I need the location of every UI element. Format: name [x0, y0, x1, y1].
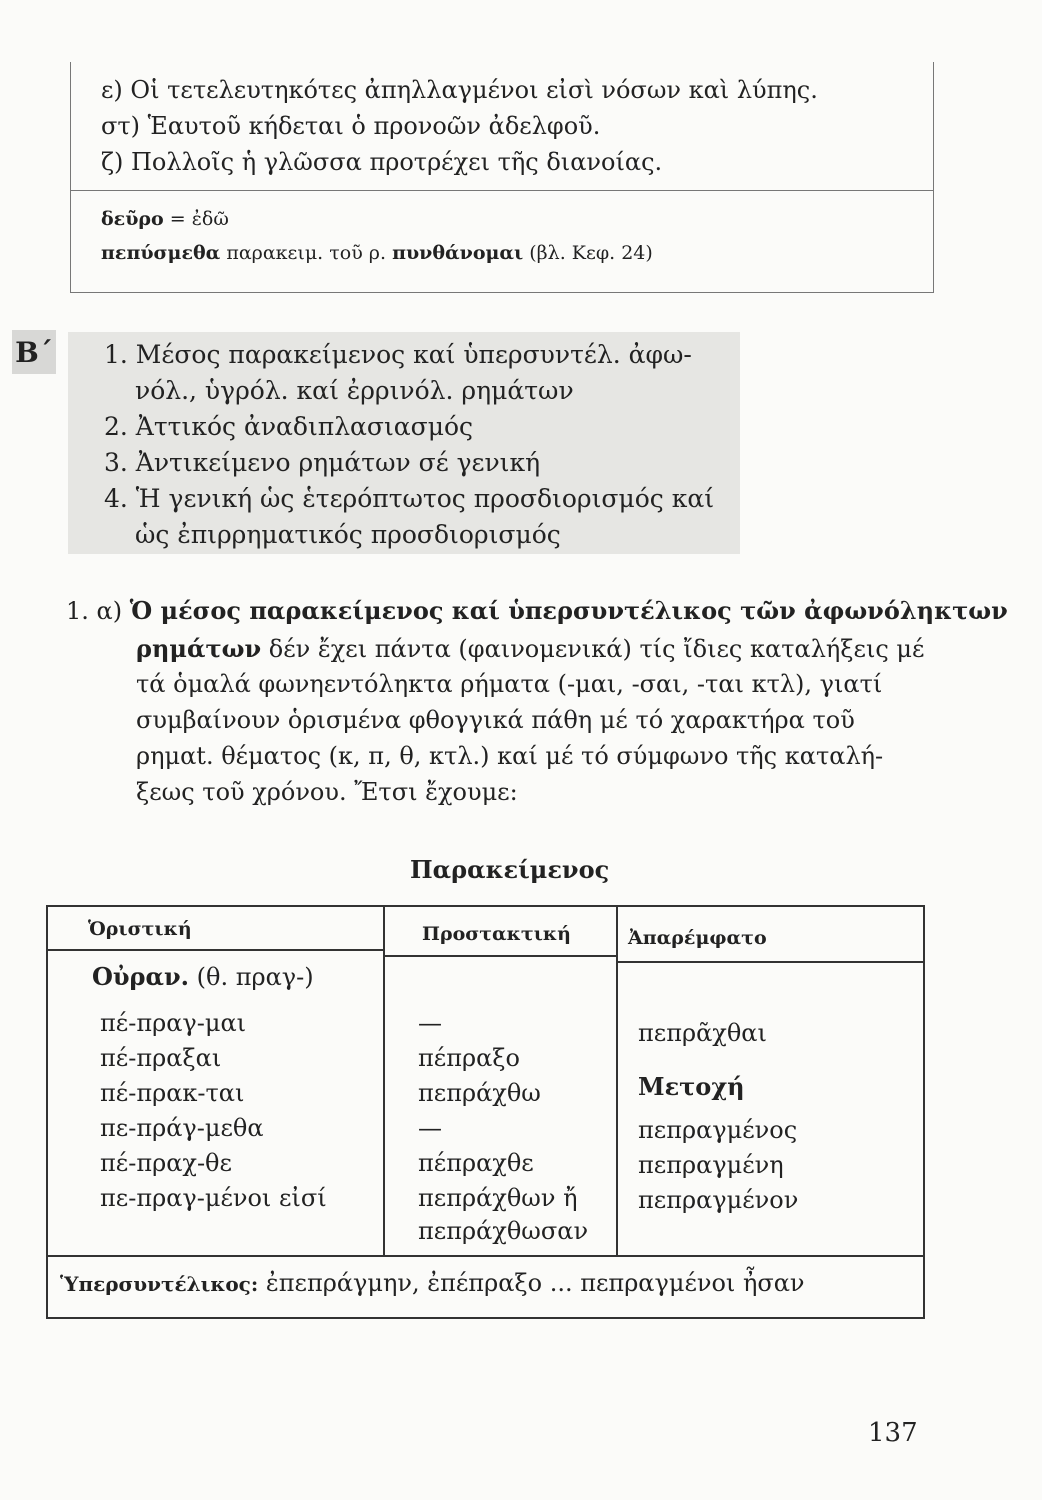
section-item-1-cont: νόλ., ὑγρόλ. καί ἐρρινόλ. ρημάτων — [135, 376, 574, 405]
header-infinitive: Ἀπαρέμφατο — [628, 927, 767, 949]
header-rule — [616, 961, 923, 963]
glossary-term: πεπύσμεθα — [101, 242, 221, 264]
indicative-form: πέ-πραχ-θε — [100, 1149, 232, 1177]
participle-form: πεπραγμένος — [638, 1116, 798, 1144]
indicative-form: πέ-πρακ-ται — [100, 1079, 245, 1107]
stem-theme: (θ. πραγ-) — [189, 963, 314, 991]
infinitive-form: πεπρᾶχθαι — [638, 1019, 767, 1047]
header-rule — [383, 955, 616, 957]
imperative-form: — — [418, 1009, 442, 1037]
pluperfect-forms: ἐπεπράγμην, ἐπέπραξο ... πεπραγμένοι ἦσαν — [258, 1269, 805, 1297]
indicative-form: πέ-πραγ-μαι — [100, 1009, 247, 1037]
paragraph-line-2 — [136, 634, 924, 663]
stem-label: Οὐραν. — [92, 962, 189, 991]
glossary-def: = ἐδῶ — [163, 208, 229, 230]
imperative-form: πεπράχθω — [418, 1079, 541, 1107]
header-indicative: Ὁριστική — [88, 918, 192, 940]
footer-rule — [48, 1255, 923, 1257]
example-e: ε) Οἱ τετελευτηκότες ἀπηλλαγμένοι εἰσὶ νόσων καὶ λύπης. — [101, 76, 818, 104]
section-item-1: 1. Μέσος παρακείμενος καί ὑπερσυντέλ. ἀφω- — [104, 340, 692, 369]
box-divider — [71, 190, 933, 191]
imperative-form: πέπραξο — [418, 1044, 520, 1072]
glossary-entry-pepysmetha — [101, 242, 653, 264]
paragraph-bold: ρημάτων — [136, 634, 262, 663]
section-marker: Β΄ — [12, 330, 56, 374]
imperative-form: πεπράχθων ἤ — [418, 1184, 578, 1212]
paragraph-line-1 — [66, 596, 1008, 625]
participle-label: Μετοχή — [638, 1072, 745, 1101]
page-number: 137 — [868, 1418, 918, 1448]
paragraph-line-3: τά ὁμαλά φωνηεντόληκτα ρήματα (-μαι, -σαι, -ται κτλ), γιατί — [136, 670, 883, 698]
stem-note — [92, 962, 314, 991]
conjugation-table — [46, 905, 925, 1319]
header-rule — [48, 949, 383, 951]
column-divider — [383, 907, 385, 1255]
section-item-2: 2. Ἀττικός ἀναδιπλασιασμός — [104, 412, 474, 441]
imperative-form: — — [418, 1114, 442, 1142]
imperative-form: πέπραχθε — [418, 1149, 534, 1177]
participle-form: πεπραγμένη — [638, 1151, 784, 1179]
examples-box — [70, 62, 934, 293]
paragraph-lead: 1. α) — [66, 597, 130, 625]
pluperfect-label: Ὑπερσυντέλικος: — [60, 1272, 259, 1296]
header-imperative: Προστακτική — [422, 923, 571, 945]
glossary-entry-deuro — [101, 208, 229, 230]
example-st: στ) Ἑαυτοῦ κήδεται ὁ προνοῶν ἀδελφοῦ. — [101, 112, 601, 140]
indicative-form: πέ-πραξαι — [100, 1044, 222, 1072]
paragraph-text: δέν ἔχει πάντα (φαινομενικά) τίς ἴδιες καταλήξεις μέ — [261, 635, 925, 663]
paragraph-line-5: ρημαt. θέματος (κ, π, θ, κτλ.) καί μέ τό σύμφωνο τῆς καταλή- — [136, 742, 884, 770]
table-title: Παρακείμενος — [410, 855, 610, 884]
paragraph-line-6: ξεως τοῦ χρόνου. Ἔτσι ἔχουμε: — [136, 778, 518, 806]
section-item-4: 4. Ἡ γενική ὡς ἑτερόπτωτος προσδιορισμός καί — [104, 484, 715, 513]
section-item-3: 3. Ἀντικείμενο ρημάτων σέ γενική — [104, 448, 541, 477]
imperative-form: πεπράχθωσαν — [418, 1217, 589, 1245]
participle-form: πεπραγμένον — [638, 1186, 799, 1214]
glossary-def: (βλ. Κεφ. 24) — [523, 242, 653, 264]
glossary-term: δεῦρο — [101, 208, 164, 230]
paragraph-line-4: συμβαίνουν ὁρισμένα φθογγικά πάθη μέ τό χαρακτήρα τοῦ — [136, 706, 855, 734]
glossary-term: πυνθάνομαι — [392, 242, 524, 264]
paragraph-bold: Ὁ μέσος παρακείμενος καί ὑπερσυντέλικος τῶν ἀφωνόληκτων — [129, 596, 1008, 625]
glossary-def: παρακειμ. τοῦ ρ. — [220, 242, 393, 264]
section-item-4-cont: ὡς ἐπιρρηματικός προσδιορισμός — [135, 520, 561, 549]
indicative-form: πε-πραγ-μένοι εἰσί — [100, 1184, 327, 1212]
example-z: ζ) Πολλοῖς ἡ γλῶσσα προτρέχει τῆς διανοίας. — [101, 148, 663, 176]
column-divider — [616, 907, 618, 1255]
pluperfect-row — [60, 1269, 805, 1297]
indicative-form: πε-πράγ-μεθα — [100, 1114, 264, 1142]
